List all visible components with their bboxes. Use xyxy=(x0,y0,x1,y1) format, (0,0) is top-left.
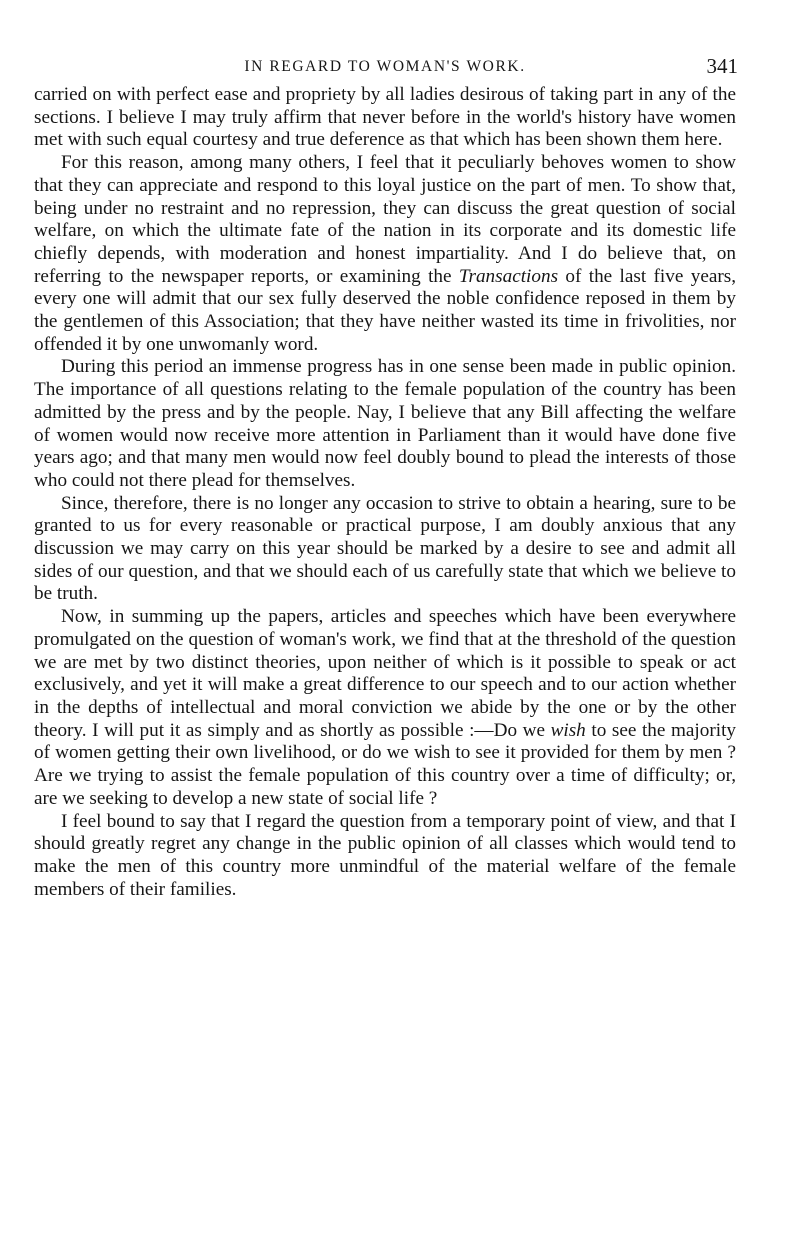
paragraph-4-text: Since, therefore, there is no longer any occasion to strive to obtain a hearing, sure to be granted to us for every reasonable or practical purpose, I am doubly anxious that any discussion we may carry on this year should be marked by a desire to see and admit all sides of our question, and that we should each of us carefully state that which we believe to be truth. xyxy=(34,492,736,605)
paragraph-1-text: carried on with perfect ease and propriety by all ladies desirous of taking part in any of the sections. I believe I may truly affirm that never before in the world's history have women met with such equal courtesy and true deference as that which has been shown them here. xyxy=(34,84,736,151)
italic-transactions: Transactions xyxy=(458,265,559,287)
paragraph-2-text-b: of the last five years, every one will admit that our sex fully deserved the noble confidence reposed in them by the gentlemen of this Association; that they have neither wasted its time in frivolities, nor offended it by one unwomanly word. xyxy=(34,265,737,355)
page-number: 341 xyxy=(706,54,738,78)
paragraph-6-text: I feel bound to say that I regard the question from a temporary point of view, and that I should greatly regret any change in the public opinion of all classes which would tend to make the men of this country more unmindful of the material welfare of the female members of their families. xyxy=(34,810,736,900)
italic-wish: wish xyxy=(550,719,586,741)
paragraph-3 xyxy=(34,356,736,492)
paragraph-6 xyxy=(34,811,736,902)
paragraph-5-text-b: to see the majority of women getting their own livelihood, or do we wish to see it provided for them by men ? Are we trying to assist the female population of this country over a time of difficulty; or, are we seeking to develop a new state of social life ? xyxy=(34,719,736,809)
paragraph-2-text-a: For this reason, among many others, I feel that it peculiarly behoves women to show that they can appreciate and respond to this loyal justice on the part of men. To show that, being under no restraint and no repression, they can discuss the great question of social welfare, on which the ultimate fate of the nation in its corporate and its domestic life chiefly depends, with moderation and honest impartiality. And I do believe that, on referring to the newspaper reports, or examining the xyxy=(34,152,736,287)
paragraph-5-text-a: Now, in summing up the papers, articles and speeches which have been everywhere promulgated on the question of woman's work, we find that at the threshold of the question we are met by two distinct theories, upon neither of which is it possible to speak or act exclusively, and yet it will make a great difference to our speech and to our action whether in the depths of intellectual and moral conviction we abide by the one or by the other theory. I will put it as simply and as shortly as possible :—Do we xyxy=(34,606,736,741)
body-text xyxy=(34,84,736,901)
paragraph-5 xyxy=(34,606,736,810)
book-page xyxy=(34,50,736,901)
running-title: IN REGARD TO WOMAN'S WORK. xyxy=(244,58,526,75)
paragraph-2 xyxy=(34,152,736,356)
paragraph-4 xyxy=(34,493,736,607)
paragraph-1 xyxy=(34,84,736,152)
paragraph-3-text: During this period an immense progress has in one sense been made in public opinion. The importance of all questions relating to the female population of the country has been admitted by the press and by the people. Nay, I believe that any Bill affecting the welfare of women would now receive more attention in Parliament than it would have done five years ago; and that many men would now feel doubly bound to plead the interests of those who could not there plead for themselves. xyxy=(34,356,736,491)
running-header xyxy=(34,50,736,84)
